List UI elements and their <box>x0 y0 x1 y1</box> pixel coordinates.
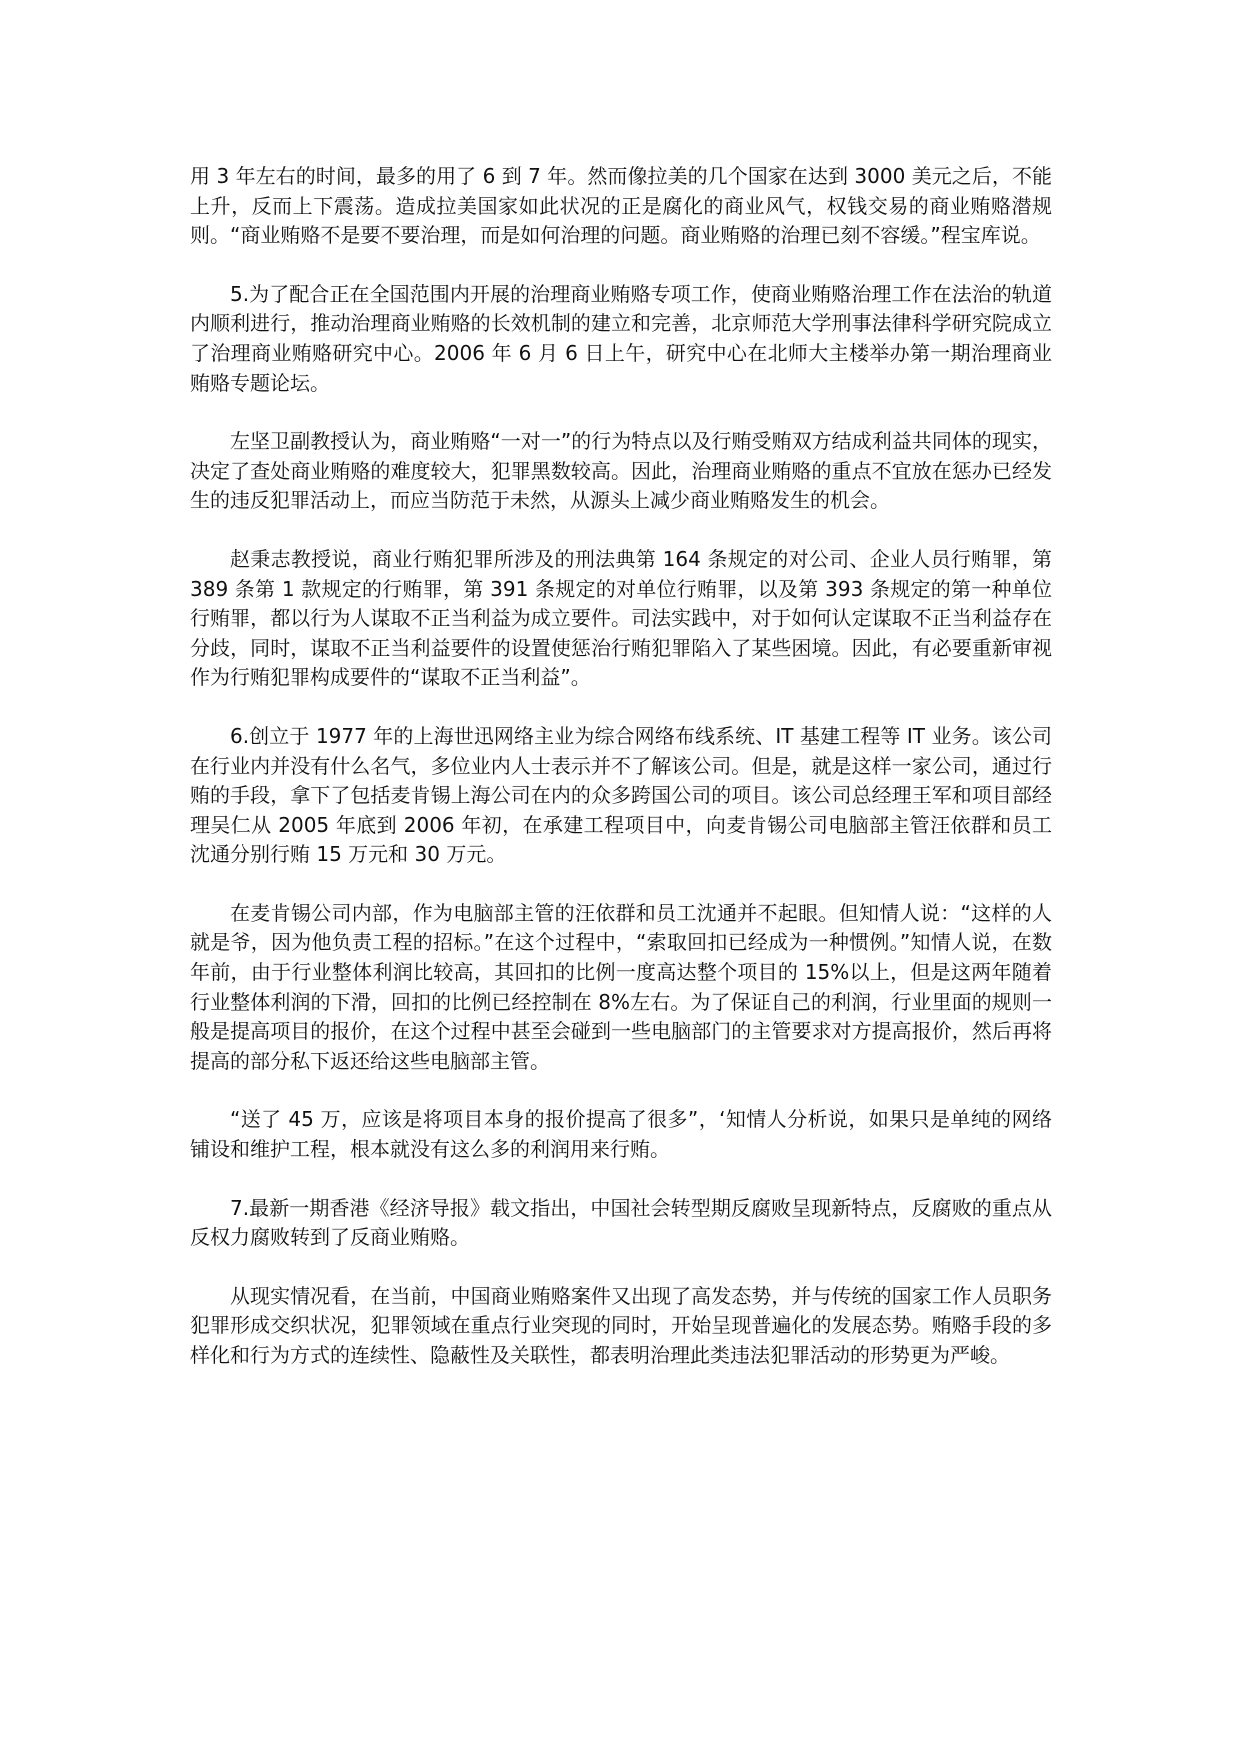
paragraph: 在麦肯锡公司内部，作为电脑部主管的汪依群和员工沈通并不起眼。但知情人说：“这样的人就是爷，因为他负责工程的招标。”在这个过程中，“索取回扣已经成为一种惯例。”知情人说，在数年前，由于行业整体利润比较高，其回扣的比例一度高达整个项目的 15%以上，但是这两年随着行业整体利润的下滑，回扣的比例已经控制在 8%左右。为了保证自己的利润，行业里面的规则一般是提高项目的报价，在这个过程中甚至会碰到一些电脑部门的主管要求对方提高报价，然后再将提高的部分私下返还给这些电脑部主管。 <box>190 900 1052 1073</box>
paragraph: 7.最新一期香港《经济导报》载文指出，中国社会转型期反腐败呈现新特点，反腐败的重点从反权力腐败转到了反商业贿赂。 <box>190 1195 1052 1250</box>
paragraph: “送了 45 万，应该是将项目本身的报价提高了很多”，‘知情人分析说，如果只是单纯的网络铺设和维护工程，根本就没有这么多的利润用来行贿。 <box>190 1107 1052 1162</box>
paragraph: 5.为了配合正在全国范围内开展的治理商业贿赂专项工作，使商业贿赂治理工作在法治的轨道内顺利进行，推动治理商业贿赂的长效机制的建立和完善，北京师范大学刑事法律科学研究院成立了治理商业贿赂研究中心。2006 年 6 月 6 日上午，研究中心在北师大主楼举办第一期治理商业贿赂专题论坛。 <box>190 281 1052 395</box>
paragraph: 6.创立于 1977 年的上海世迅网络主业为综合网络布线系统、IT 基建工程等 IT 业务。该公司在行业内并没有什么名气，多位业内人士表示并不了解该公司。但是，就是这样一家公司，通过行贿的手段，拿下了包括麦肯锡上海公司在内的众多跨国公司的项目。该公司总经理王军和项目部经理吴仁从 2005 年底到 2006 年初，在承建工程项目中，向麦肯锡公司电脑部主管汪依群和员工沈通分别行贿 15 万元和 30 万元。 <box>190 723 1052 867</box>
paragraph: 用 3 年左右的时间，最多的用了 6 到 7 年。然而像拉美的几个国家在达到 3000 美元之后，不能上升，反而上下震荡。造成拉美国家如此状况的正是腐化的商业风气，权钱交易的商业贿赂潜规则。“商业贿赂不是要不要治理，而是如何治理的问题。商业贿赂的治理已刻不容缓。”程宝库说。 <box>190 164 1052 248</box>
paragraph: 左坚卫副教授认为，商业贿赂“一对一”的行为特点以及行贿受贿双方结成利益共同体的现实，决定了查处商业贿赂的难度较大，犯罪黑数较高。因此，治理商业贿赂的重点不宜放在惩办已经发生的违反犯罪活动上，而应当防范于未然，从源头上减少商业贿赂发生的机会。 <box>190 429 1052 513</box>
paragraph: 从现实情况看，在当前，中国商业贿赂案件又出现了高发态势，并与传统的国家工作人员职务犯罪形成交织状况，犯罪领域在重点行业突现的同时，开始呈现普遍化的发展态势。贿赂手段的多样化和行为方式的连续性、隐蔽性及关联性，都表明治理此类违法犯罪活动的形势更为严峻。 <box>190 1283 1052 1367</box>
document-body <box>190 162 1052 1400</box>
paragraph: 赵秉志教授说，商业行贿犯罪所涉及的刑法典第 164 条规定的对公司、企业人员行贿罪，第 389 条第 1 款规定的行贿罪，第 391 条规定的对单位行贿罪，以及第 393 条规定的第一种单位行贿罪，都以行为人谋取不正当利益为成立要件。司法实践中，对于如何认定谋取不正当利益存在分歧，同时，谋取不正当利益要件的设置使惩治行贿犯罪陷入了某些困境。因此，有必要重新审视作为行贿犯罪构成要件的“谋取不正当利益”。 <box>190 546 1052 690</box>
